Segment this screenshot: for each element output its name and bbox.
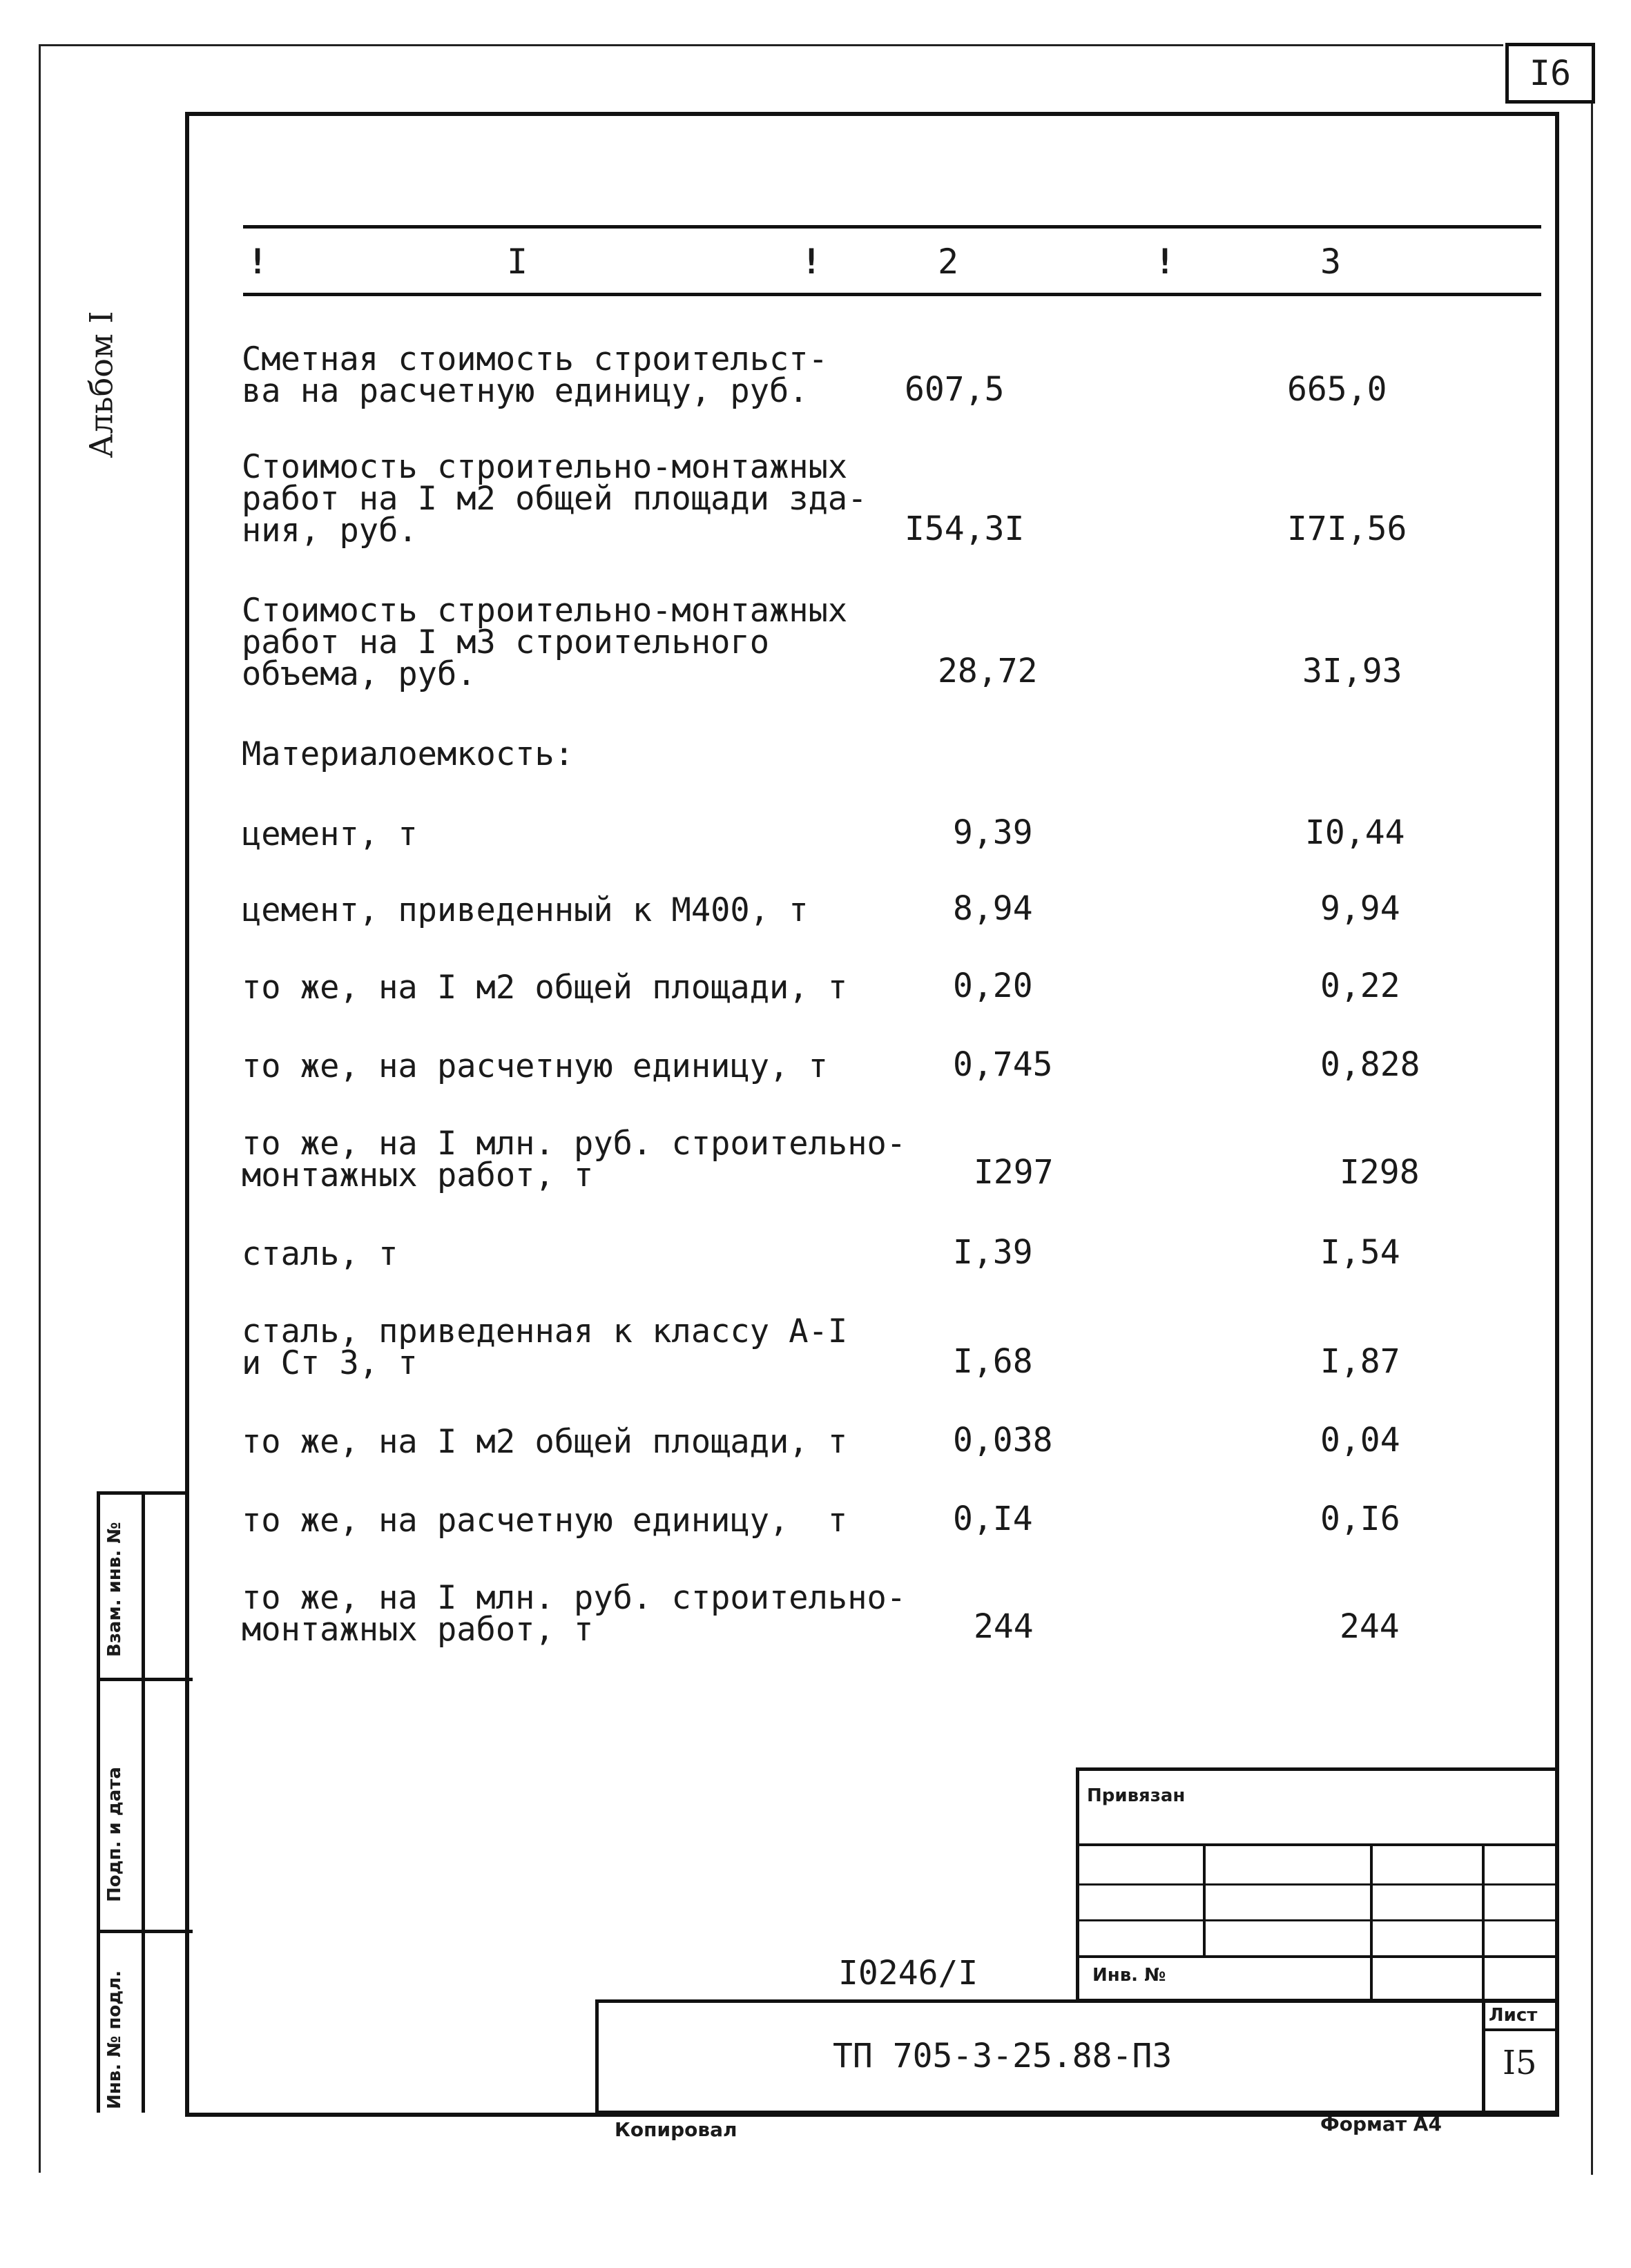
strip-vzam-text: Взам. инв. № (104, 1522, 125, 1657)
binding-label: Привязан (1087, 1785, 1186, 1806)
row-value-col2: 607,5 (905, 370, 1005, 409)
header-separator: ! (801, 242, 822, 282)
row-value-col2: I,39 (953, 1233, 1033, 1272)
row-value-col2: 0,I4 (953, 1500, 1033, 1538)
row-value-col2: 244 (974, 1607, 1034, 1646)
header-top-rule (243, 225, 1541, 229)
strip-divider (142, 1495, 145, 2113)
stamp-divider (1482, 1999, 1485, 2114)
row-value-col3: 3I,93 (1302, 652, 1402, 690)
strip-inv-podl (104, 1970, 140, 2268)
project-number: I0246/I (838, 1954, 978, 1993)
header-bottom-rule (243, 293, 1541, 296)
row-value-col2: I297 (974, 1153, 1054, 1192)
row-label: сталь, приведенная к классу А-I и Ст 3, т (242, 1312, 848, 1382)
header-separator: ! (247, 242, 269, 282)
row-value-col2: 8,94 (953, 889, 1033, 928)
row-value-col2: 9,39 (953, 813, 1033, 852)
sheet-value: I5 (1503, 2044, 1537, 2082)
row-value-col3: 244 (1340, 1607, 1400, 1646)
binding-grid-line (1076, 1919, 1559, 1921)
section-heading: Материалоемкость: (242, 735, 575, 773)
binding-grid-col (1203, 1843, 1206, 1955)
album-text: Альбом I (82, 311, 120, 458)
row-label: сталь, т (242, 1235, 398, 1273)
row-value-col2: 28,72 (938, 652, 1038, 690)
row-label: цемент, приведенный к М400, т (242, 891, 809, 929)
inventory-number-label: Инв. № (1092, 1965, 1166, 1986)
row-value-col3: I,87 (1320, 1342, 1400, 1381)
header-col-1: I (507, 242, 528, 282)
row-value-col2: 0,745 (953, 1045, 1053, 1084)
row-value-col3: I298 (1340, 1153, 1420, 1192)
sheet-label: Лист (1489, 2005, 1538, 2026)
row-value-col2: 0,038 (953, 1421, 1053, 1460)
row-label: то же, на I млн. руб. строительно- монтажных работ, т (242, 1125, 907, 1194)
row-value-col2: I,68 (953, 1342, 1033, 1381)
copied-by-label: Копировал (615, 2118, 737, 2141)
row-label: Сметная стоимость строительст- ва на расчетную единицу, руб. (242, 340, 828, 410)
row-label: Стоимость строительно-монтажных работ на I м2 общей площади зда- ния, руб. (242, 448, 867, 550)
row-label: цемент, т (242, 815, 418, 853)
row-value-col3: 0,22 (1320, 967, 1400, 1005)
row-label: то же, на I м2 общей площади, т (242, 1423, 848, 1461)
binding-grid-col (1370, 1843, 1373, 2002)
row-value-col3: 0,04 (1320, 1421, 1400, 1460)
row-label: то же, на I м2 общей площади, т (242, 969, 848, 1007)
header-col-2: 2 (938, 242, 959, 282)
row-label: то же, на расчетную единицу, т (242, 1047, 828, 1085)
row-value-col3: 0,828 (1320, 1045, 1420, 1084)
header-col-3: 3 (1320, 242, 1342, 282)
outer-frame-right-edge (1591, 104, 1593, 2175)
sheet-number: I6 (1529, 53, 1572, 93)
strip-inv-podl-text: Инв. № подл. (104, 1970, 125, 2109)
binding-divider (1076, 1843, 1559, 1846)
strip-podp-text: Подп. и дата (104, 1767, 125, 1902)
row-label: то же, на расчетную единицу, т (242, 1502, 848, 1540)
row-value-col3: 665,0 (1287, 370, 1387, 409)
stamp-divider (1482, 2028, 1559, 2031)
row-label: то же, на I млн. руб. строительно- монтажных работ, т (242, 1579, 907, 1649)
row-label: Стоимость строительно-монтажных работ на I м3 строительного объема, руб. (242, 592, 848, 693)
binding-grid-line (1076, 1883, 1559, 1886)
sheet-number-box (1505, 43, 1595, 104)
album-label (82, 290, 159, 497)
document-code: ТП 705-3-25.88-ПЗ (833, 2037, 1172, 2075)
row-value-col3: I,54 (1320, 1233, 1400, 1272)
row-value-col3: 9,94 (1320, 889, 1400, 928)
row-value-col2: I54,3I (905, 510, 1025, 548)
binding-grid-col (1482, 1843, 1485, 2002)
row-value-col2: 0,20 (953, 967, 1033, 1005)
row-value-col3: I7I,56 (1287, 510, 1407, 548)
row-value-col3: I0,44 (1305, 813, 1405, 852)
row-value-col3: 0,I6 (1320, 1500, 1400, 1538)
format-label: Формат А4 (1320, 2113, 1442, 2135)
binding-grid-line (1076, 1955, 1559, 1958)
approval-strip (97, 1491, 189, 2113)
header-separator: ! (1155, 242, 1176, 282)
